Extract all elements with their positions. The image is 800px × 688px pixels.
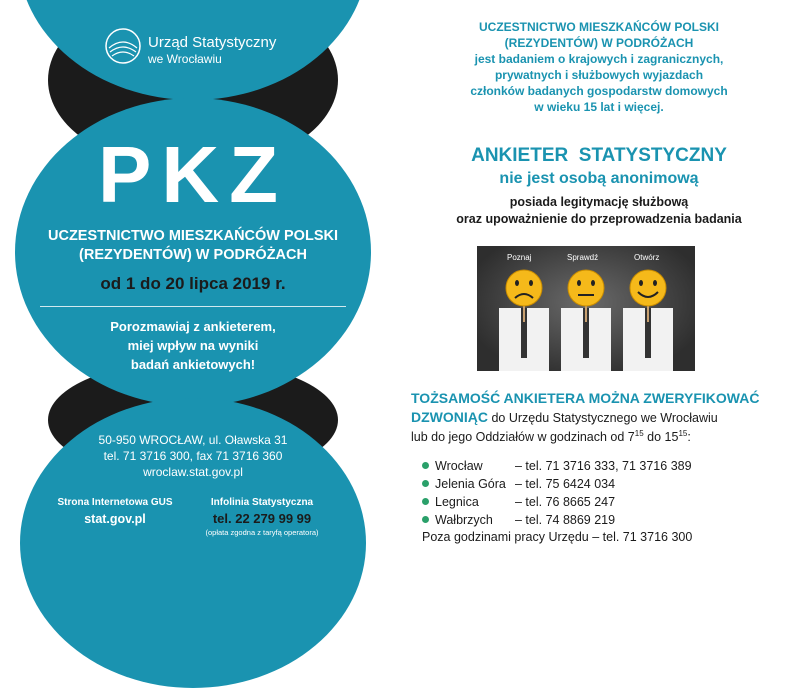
department-phone: – tel. 76 8665 247 — [515, 495, 616, 509]
neutral-face-icon — [566, 268, 606, 308]
infolinia-label: Infolinia Statystyczna — [210, 497, 314, 508]
sad-face-icon — [504, 268, 544, 308]
happy-face-icon — [628, 268, 668, 308]
office-address: 50-950 WROCŁAW, ul. Oławska 31 — [98, 433, 288, 447]
department-city: Jelenia Góra — [435, 477, 506, 491]
talk-line2: miej wpływ na wyniki — [127, 338, 259, 353]
bullet-icon — [422, 498, 429, 505]
department-city: Wałbrzych — [435, 513, 493, 527]
list-item — [422, 475, 692, 493]
department-phone: – tel. 75 6424 034 — [515, 477, 616, 491]
verify-hours-sup1: 15 — [634, 429, 644, 438]
intro-line3: jest badaniem o krajowych i zagranicznych, — [474, 52, 724, 66]
ankieter-subtitle: nie jest osobą anonimową — [499, 170, 699, 187]
intro-line1: UCZESTNICTWO MIESZKAŃCÓW POLSKI — [479, 20, 719, 34]
photo-label-sprawdz: Sprawdź — [567, 253, 599, 262]
infolinia-phone: tel. 22 279 99 99 — [212, 511, 312, 526]
divider — [40, 306, 346, 307]
department-city: Legnica — [435, 495, 479, 509]
bullet-icon — [422, 480, 429, 487]
intro-line2: (REZYDENTÓW) W PODRÓŻACH — [504, 36, 694, 50]
intro-line5: członków badanych gospodarstw domowych — [470, 84, 728, 98]
infolinia-note: (opłata zgodna z taryfą operatora) — [205, 528, 319, 537]
survey-dates: od 1 do 20 lipca 2019 r. — [100, 274, 286, 293]
photo-label-otworz: Otwórz — [634, 253, 660, 262]
logo-name: Urząd Statystyczny — [148, 34, 277, 51]
intro-line6: w wieku 15 lat i więcej. — [534, 100, 664, 114]
gus-label: Strona Internetowa GUS — [57, 497, 173, 508]
bullet-icon — [422, 462, 429, 469]
pkz-title: PKZ — [98, 130, 288, 219]
department-phone: – tel. 71 3716 333, 71 3716 389 — [515, 459, 692, 473]
office-phone: tel. 71 3716 300, fax 71 3716 360 — [103, 449, 283, 463]
after-hours-phone: Poza godzinami pracy Urzędu – tel. 71 3716 300 — [422, 530, 693, 544]
list-item — [422, 511, 692, 529]
logo-city: we Wrocławiu — [148, 52, 222, 66]
ankieter-title: ANKIETER STATYSTYCZNY — [471, 145, 727, 166]
verify-title: TOŻSAMOŚĆ ANKIETERA MOŻNA ZWERYFIKOWAĆ — [411, 390, 760, 406]
verify-rest: do Urzędu Statystycznego we Wrocławiu — [488, 411, 718, 425]
verify-line2 — [411, 429, 691, 444]
list-item — [422, 457, 692, 475]
verify-hours-text: lub do jego Oddziałów w godzinach od 7 — [411, 430, 635, 445]
bullet-icon — [422, 516, 429, 523]
survey-title-line2: (REZYDENTÓW) W PODRÓŻACH — [79, 247, 307, 263]
department-list — [422, 457, 692, 529]
verify-call: DZWONIĄC — [411, 409, 488, 425]
verify-line1 — [411, 409, 718, 425]
intro-line4: prywatnych i służbowych wyjazdach — [494, 68, 704, 82]
survey-title-line1: UCZESTNICTWO MIESZKAŃCÓW POLSKI — [48, 228, 338, 244]
ankieter-line1: posiada legitymację służbową — [509, 195, 689, 209]
photo-label-poznaj: Poznaj — [507, 253, 532, 262]
talk-line3: badań ankietowych! — [130, 357, 256, 372]
left-panel — [0, 0, 390, 563]
logo-emblem-icon — [103, 26, 143, 66]
gus-website-link[interactable]: stat.gov.pl — [84, 512, 146, 526]
office-website-link[interactable]: wroclaw.stat.gov.pl — [143, 465, 243, 479]
ankieter-line2: oraz upoważnienie do przeprowadzenia badania — [456, 212, 742, 226]
department-city: Wrocław — [435, 459, 483, 473]
verify-hours-to: do 15 — [643, 430, 679, 445]
verify-colon: : — [687, 430, 691, 445]
verify-hours-sup2: 15 — [678, 429, 688, 438]
list-item — [422, 493, 692, 511]
smiley-photo — [477, 246, 695, 371]
department-phone: – tel. 74 8869 219 — [515, 513, 616, 527]
talk-line1: Porozmawiaj z ankieterem, — [110, 319, 276, 334]
